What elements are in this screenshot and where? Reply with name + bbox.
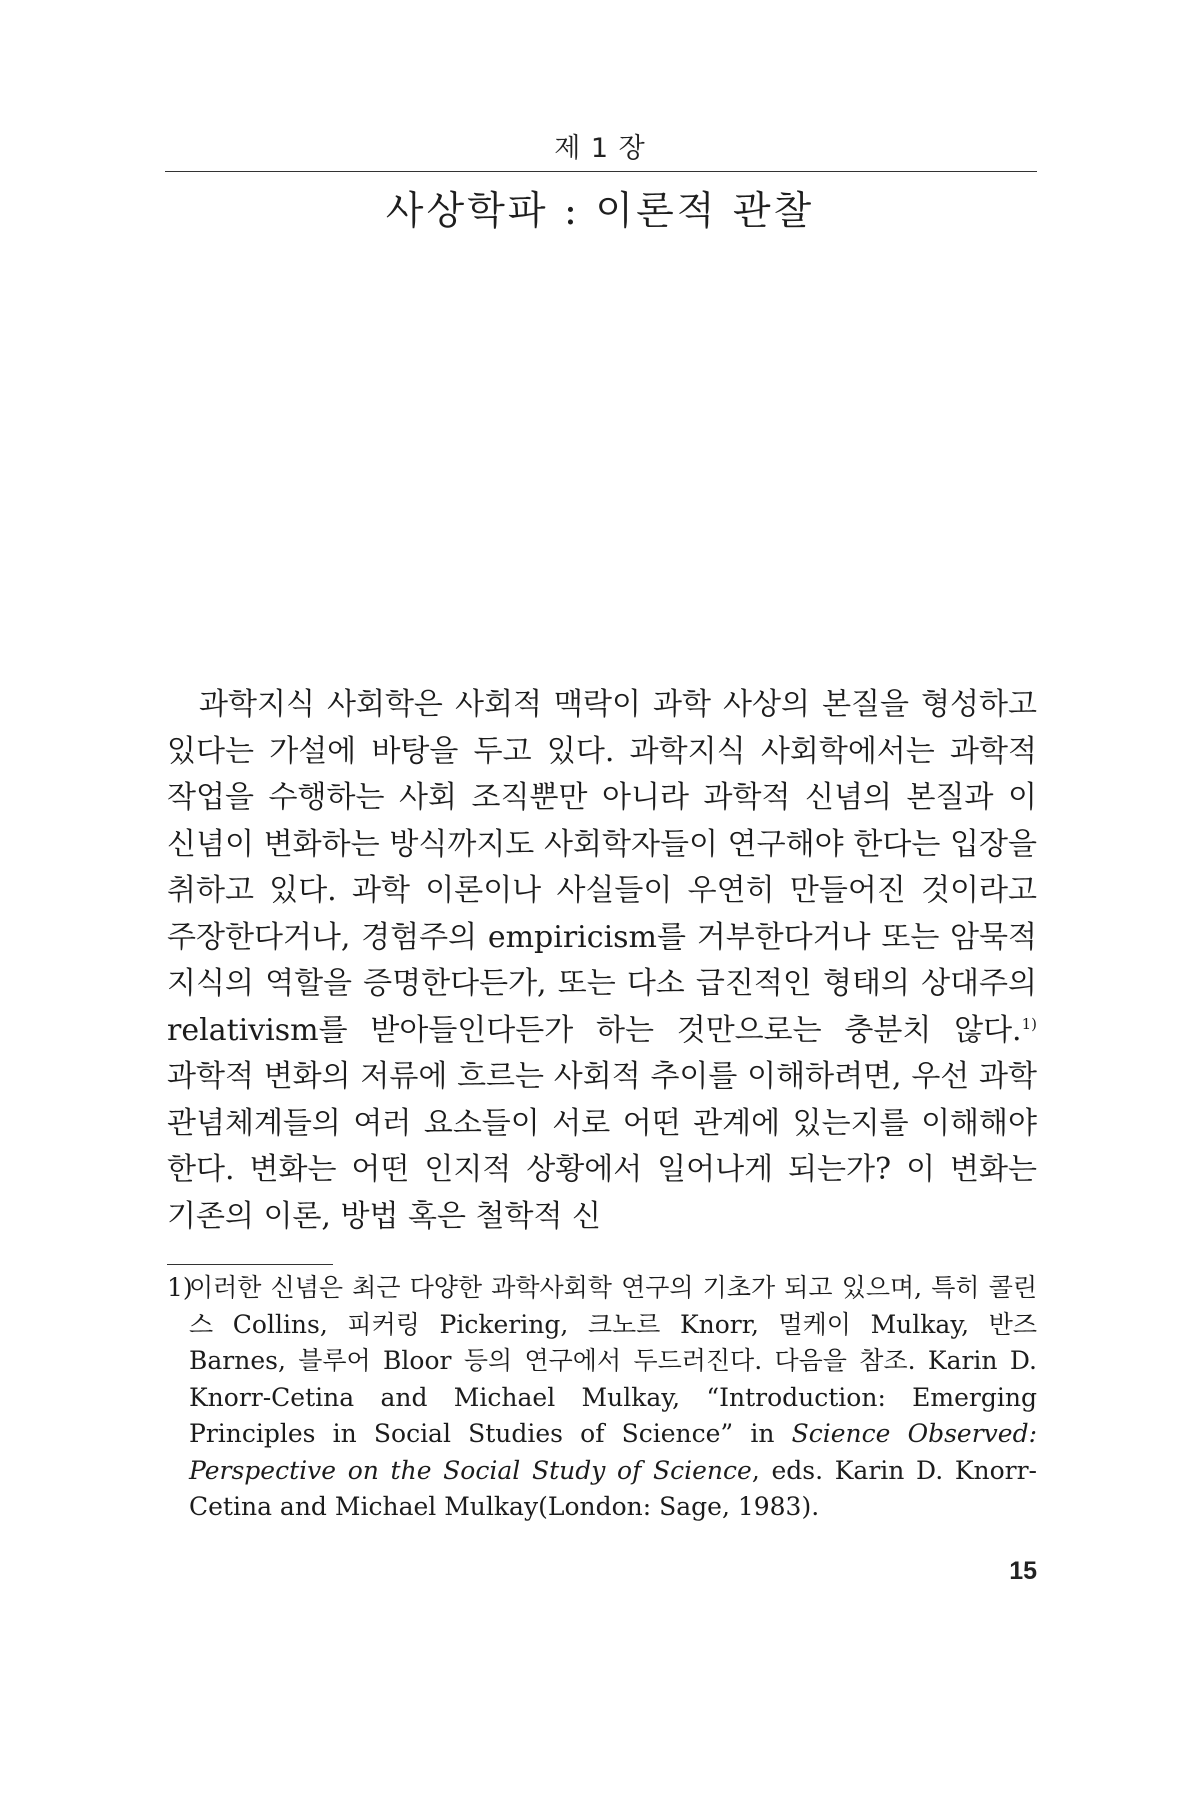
footnote-reference[interactable]: 1) (1021, 1014, 1037, 1033)
body-paragraph (167, 682, 1037, 1240)
body-text-part-2: 과학적 변화의 저류에 흐르는 사회적 추이를 이해하려면, 우선 과학 관념체계들의 여러 요소들이 서로 어떤 관계에 있는지를 이해해야 한다. 변화는 어떤 인지적 상황에서 일어나게 되는가? 이 변화는 기존의 이론, 방법 혹은 철학적 신 (167, 1059, 1037, 1234)
footnote-book-title: Science Observed: Perspective on the Social Study of Science (189, 1419, 1037, 1485)
footnote-number: 1) (167, 1273, 193, 1302)
chapter-divider (165, 171, 1037, 172)
footnote (167, 1270, 1037, 1526)
footnote-text-b: , eds. Karin D. Knorr-Cetina and Michael Mulkay(London: Sage, 1983). (189, 1455, 1038, 1521)
chapter-label: 제 1 장 (554, 133, 646, 164)
footnote-body (189, 1270, 1037, 1526)
page-number: 15 (1009, 1557, 1037, 1585)
body-text-part-1: 과학지식 사회학은 사회적 맥락이 과학 사상의 본질을 형성하고 있다는 가설에 바탕을 두고 있다. 과학지식 사회학에서는 과학적 작업을 수행하는 사회 조직뿐만 아니라 과학적 신념의 본질과 이 신념이 변화하는 방식까지도 사회학자들이 연구해야 한다는 입장을 취하고 있다. 과학 이론이나 사실들이 우연히 만들어진 것이라고 주장한다거나, 경험주의 empiricism를 거부한다거나 또는 암묵적 지식의 역할을 증명한다든가, 또는 다소 급진적인 형태의 상대주의 relativism를 받아들인다든가 하는 것만으로는 충분치 않다. (167, 687, 1037, 1048)
footnote-divider (167, 1264, 333, 1265)
footnote-text-a: 이러한 신념은 최근 다양한 과학사회학 연구의 기초가 되고 있으며, 특히 콜린스 Collins, 피커링 Pickering, 크노르 Knorr, 멀케이 Mulkay, 반즈 Barnes, 블루어 Bloor 등의 연구에서 두드러진다. 다음을 참조. Karin D. Knorr-Cetina and Michael Mulkay, “Introduction: Emerging Principles in Social Studies of Science” in (189, 1273, 1037, 1448)
chapter-title: 사상학파 : 이론적 관찰 (385, 189, 815, 234)
